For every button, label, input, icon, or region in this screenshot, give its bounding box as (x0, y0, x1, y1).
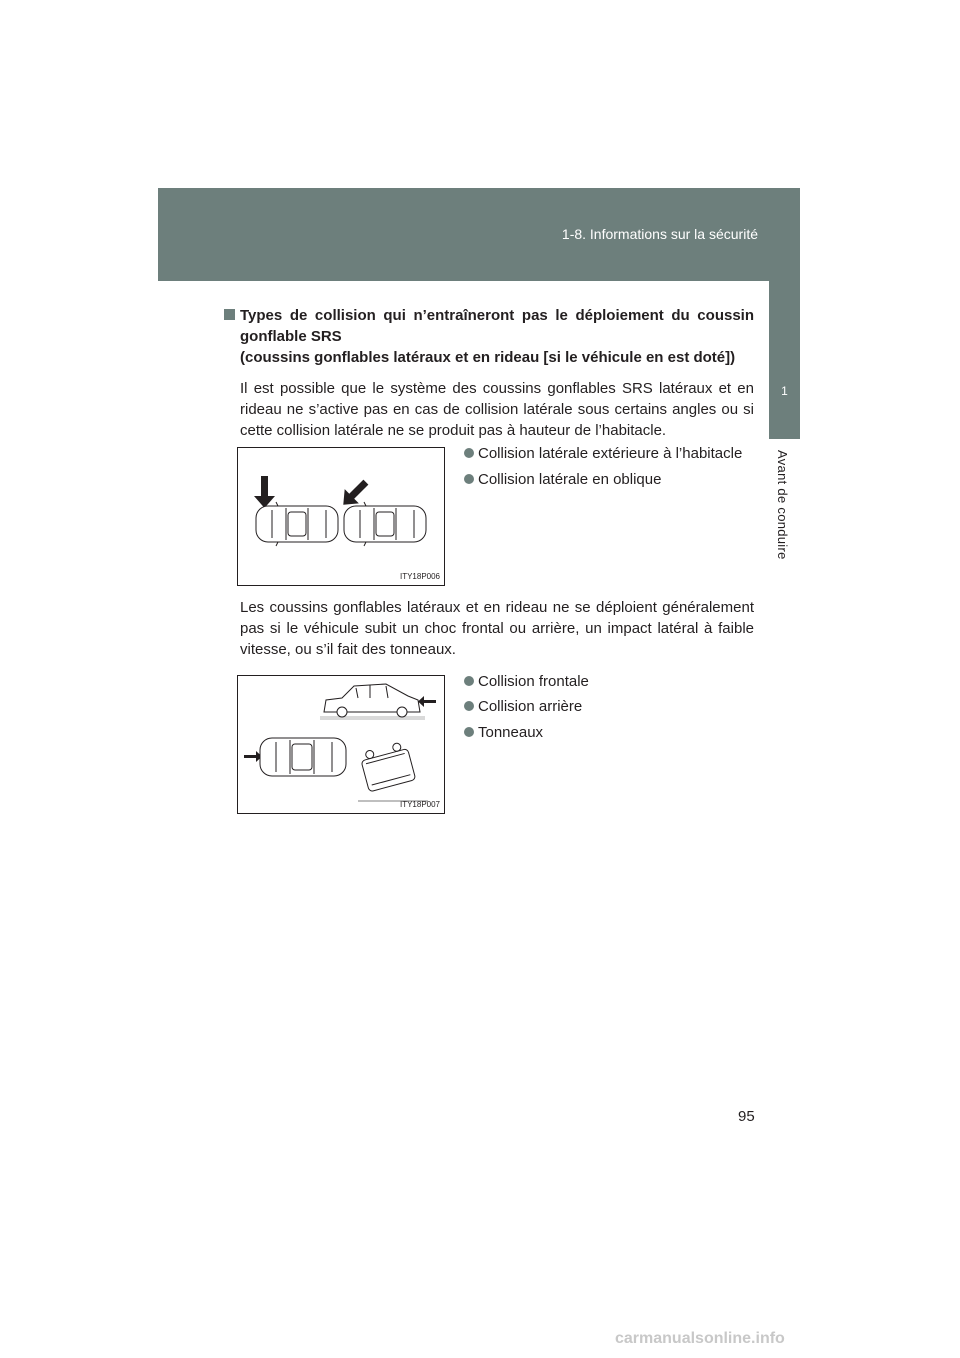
car-rollover (359, 741, 416, 792)
side-collision-illustration (238, 448, 444, 585)
paragraph-2: Les coussins gonflables latéraux et en rideau ne se déploient généralement pas si le véhicule subit un choc frontal ou arrière, un impact latéral à faible vitesse, ou s’il fait des tonneaux. (240, 599, 754, 658)
chapter-number: 1 (781, 384, 788, 398)
bullet-dot-icon (464, 727, 474, 737)
square-bullet-icon (224, 309, 235, 320)
chapter-label: Avant de conduire (775, 450, 790, 560)
bullet-dot-icon (464, 448, 474, 458)
heading-line2: (coussins gonflables latéraux et en rideau [si le véhicule en est doté]) (240, 349, 736, 366)
arrow-left-icon (418, 696, 436, 707)
paragraph-1: Il est possible que le système des coussins gonflables SRS latéraux et en rideau ne s’active pas en cas de collision latérale sous certains angles ou si cette collision latérale ne se produit pas à hauteur de l’habitacle. (240, 380, 754, 439)
car-top-view-1 (256, 502, 338, 546)
page-number: 95 (738, 1108, 755, 1125)
bullet-dot-icon (464, 676, 474, 686)
figure-code: ITY18P006 (399, 572, 440, 581)
collision-types-illustration (238, 676, 444, 813)
chapter-tab (769, 281, 800, 439)
car-top-view-3 (260, 738, 346, 776)
bullet-item: Collision frontale (464, 671, 589, 692)
car-top-view-2 (344, 502, 426, 546)
bullet-item: Tonneaux (464, 722, 543, 743)
section-heading (224, 305, 754, 368)
figure-side-collision (237, 447, 445, 586)
arrow-right-icon (244, 751, 262, 762)
watermark: carmanualsonline.info (615, 1330, 785, 1347)
car-side-view (320, 684, 425, 720)
header-band (158, 188, 800, 281)
heading-line1: Types de collision qui n’entraîneront pas le déploiement du coussin gonflable SRS (240, 307, 754, 345)
bullet-dot-icon (464, 474, 474, 484)
bullet-item: Collision latérale en oblique (464, 469, 661, 490)
bullet-item: Collision latérale extérieure à l’habitacle (464, 443, 742, 464)
bullet-dot-icon (464, 701, 474, 711)
bullet-item: Collision arrière (464, 696, 582, 717)
arrow-down-icon (254, 476, 275, 508)
figure-front-rear-rollover (237, 675, 445, 814)
figure-code: ITY18P007 (399, 800, 440, 809)
main-content (224, 305, 754, 456)
section-title: 1-8. Informations sur la sécurité (561, 226, 758, 242)
